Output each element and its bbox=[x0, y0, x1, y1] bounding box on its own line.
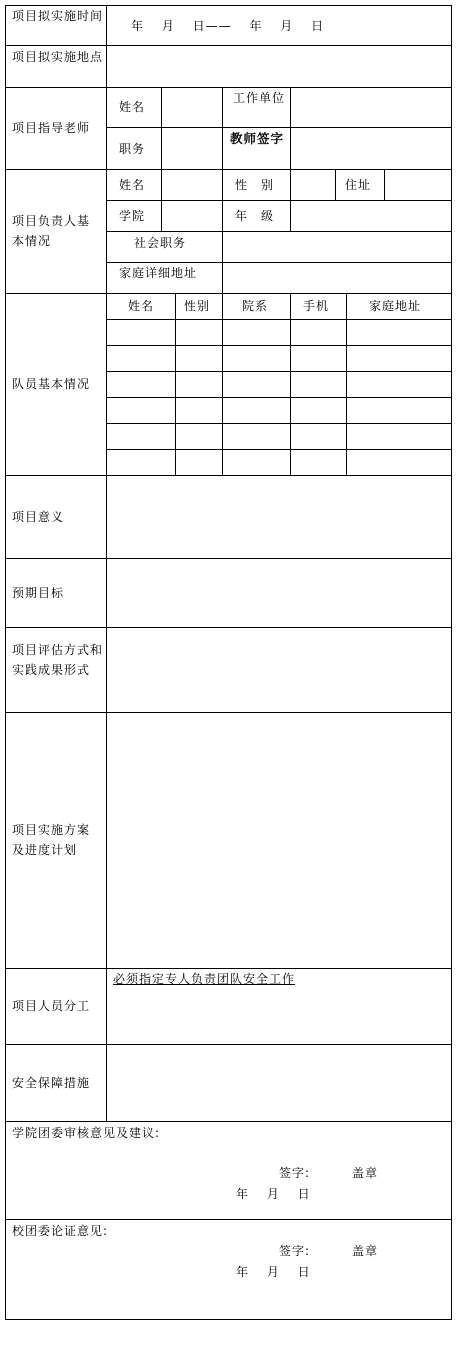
rule bbox=[106, 397, 451, 398]
rule bbox=[106, 345, 451, 346]
leader-grade-label: 年 级 bbox=[235, 209, 275, 223]
rule bbox=[290, 169, 291, 231]
rule bbox=[106, 127, 451, 128]
leader-college-label: 学院 bbox=[119, 209, 146, 223]
rule bbox=[335, 169, 336, 200]
leader-address-label: 住址 bbox=[345, 178, 372, 192]
rule bbox=[5, 1219, 451, 1220]
college-review-seal: 盖章 bbox=[352, 1166, 379, 1180]
rule bbox=[106, 5, 107, 1121]
members-col-gender: 性别 bbox=[184, 299, 211, 313]
advisor-work-unit-label: 工作单位 bbox=[233, 91, 286, 105]
division-note: 必须指定专人负责团队安全工作 bbox=[113, 972, 296, 986]
location-row-label: 项目拟实施地点 bbox=[12, 50, 104, 64]
rule bbox=[106, 423, 451, 424]
leader-name-label: 姓名 bbox=[119, 178, 146, 192]
members-col-name: 姓名 bbox=[128, 299, 155, 313]
rule bbox=[5, 5, 6, 1320]
rule bbox=[5, 87, 451, 88]
rule bbox=[5, 45, 451, 46]
members-col-department: 院系 bbox=[242, 299, 269, 313]
rule bbox=[290, 87, 291, 169]
rule bbox=[384, 169, 385, 200]
rule bbox=[106, 371, 451, 372]
college-review-date: 年 月 日 bbox=[236, 1187, 311, 1201]
leader-social-duty-label: 社会职务 bbox=[134, 236, 187, 250]
school-review-label: 校团委论证意见: bbox=[12, 1224, 109, 1238]
rule bbox=[222, 293, 223, 475]
rule bbox=[451, 5, 452, 1320]
rule bbox=[5, 1044, 451, 1045]
plan-label: 项目实施方案及进度计划 bbox=[12, 823, 91, 857]
date-row-value: 年 月 日—— 年 月 日 bbox=[131, 19, 325, 33]
safety-label: 安全保障措施 bbox=[12, 1076, 91, 1090]
rule bbox=[5, 1319, 451, 1320]
date-row-label: 项目拟实施时间 bbox=[12, 9, 104, 23]
school-review-date: 年 月 日 bbox=[236, 1265, 311, 1279]
members-col-phone: 手机 bbox=[303, 299, 330, 313]
school-review-seal: 盖章 bbox=[352, 1244, 379, 1258]
rule bbox=[222, 87, 223, 169]
members-label: 队员基本情况 bbox=[12, 377, 91, 391]
rule bbox=[5, 712, 451, 713]
rule bbox=[106, 449, 451, 450]
rule bbox=[5, 627, 451, 628]
advisor-label: 项目指导老师 bbox=[12, 121, 91, 135]
leader-label: 项目负责人基本情况 bbox=[12, 214, 91, 248]
significance-label: 项目意义 bbox=[12, 510, 65, 524]
rule bbox=[346, 293, 347, 475]
leader-home-address-label: 家庭详细地址 bbox=[119, 266, 198, 280]
rule bbox=[106, 200, 451, 201]
school-review-sign: 签字: bbox=[279, 1244, 311, 1258]
college-review-label: 学院团委审核意见及建议: bbox=[12, 1126, 161, 1140]
rule bbox=[161, 87, 162, 169]
rule bbox=[5, 293, 451, 294]
division-label: 项目人员分工 bbox=[12, 999, 91, 1013]
leader-gender-label: 性 别 bbox=[235, 178, 275, 192]
rule bbox=[5, 475, 451, 476]
rule bbox=[5, 558, 451, 559]
goals-label: 预期目标 bbox=[12, 586, 65, 600]
advisor-position-label: 职务 bbox=[119, 142, 146, 156]
rule bbox=[175, 293, 176, 475]
rule bbox=[106, 319, 451, 320]
rule bbox=[5, 1121, 451, 1122]
rule bbox=[161, 169, 162, 231]
rule bbox=[290, 293, 291, 475]
college-review-sign: 签字: bbox=[279, 1166, 311, 1180]
rule bbox=[222, 169, 223, 293]
evaluation-label: 项目评估方式和实践成果形式 bbox=[12, 643, 104, 677]
advisor-signature-label: 教师签字 bbox=[229, 131, 284, 146]
advisor-name-label: 姓名 bbox=[119, 100, 146, 114]
members-col-home-address: 家庭地址 bbox=[369, 299, 422, 313]
rule bbox=[106, 231, 451, 232]
